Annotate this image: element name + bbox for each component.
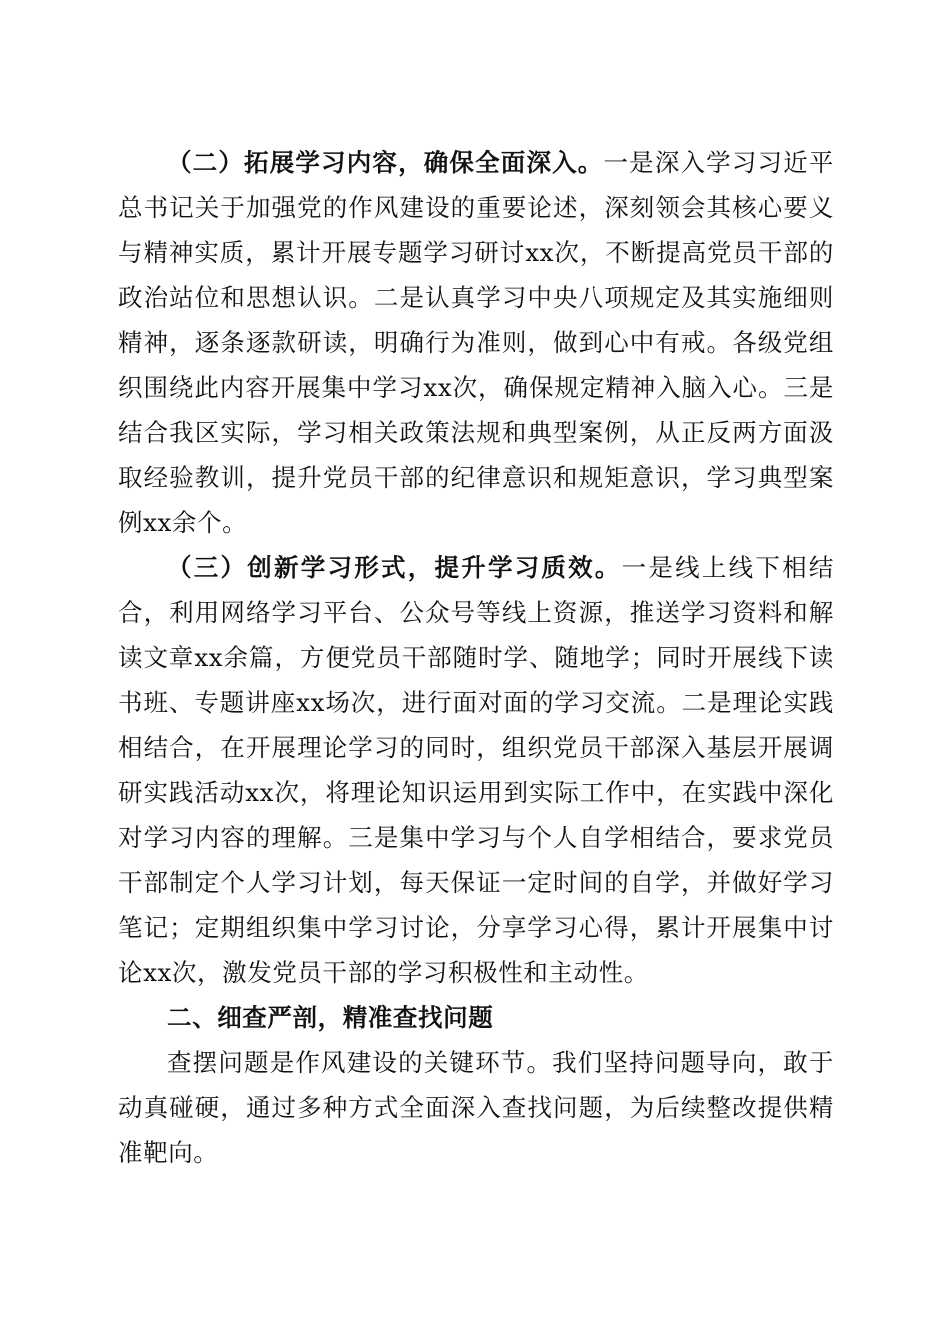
paragraph-lead: （二）拓展学习内容，确保全面深入。 (167, 148, 604, 177)
paragraph-lead: （三）创新学习形式，提升学习质效。 (167, 553, 622, 582)
document-body (118, 140, 834, 1175)
paragraph-text: 一是深入学习习近平总书记关于加强党的作风建设的重要论述，深刻领会其核心要义与精神实质，累计开展专题学习研讨xx次，不断提高党员干部的政治站位和思想认识。二是认真学习中央八项规定及其实施细则精神，逐条逐款研读，明确行为准则，做到心中有戒。各级党组织围绕此内容开展集中学习xx次，确保规定精神入脑入心。三是结合我区实际，学习相关政策法规和典型案例，从正反两方面汲取经验教训，提升党员干部的纪律意识和规矩意识，学习典型案例xx余个。 (118, 148, 834, 537)
paragraph-innovate-study-form (118, 545, 834, 995)
paragraph-text: 一是线上线下相结合，利用网络学习平台、公众号等线上资源，推送学习资料和解读文章xx余篇，方便党员干部随时学、随地学；同时开展线下读书班、专题讲座xx场次，进行面对面的学习交流。二是理论实践相结合，在开展理论学习的同时，组织党员干部深入基层开展调研实践活动xx次，将理论知识运用到实际工作中，在实践中深化对学习内容的理解。三是集中学习与个人自学相结合，要求党员干部制定个人学习计划，每天保证一定时间的自学，并做好学习笔记；定期组织集中学习讨论，分享学习心得，累计开展集中讨论xx次，激发党员干部的学习积极性和主动性。 (118, 553, 834, 987)
section-heading: 二、细查严剖，精准查找问题 (167, 1003, 494, 1032)
paragraph-problem-finding: 查摆问题是作风建设的关键环节。我们坚持问题导向，敢于动真碰硬，通过多种方式全面深入查找问题，为后续整改提供精准靶向。 (118, 1048, 834, 1167)
paragraph-expand-study-content (118, 140, 834, 545)
